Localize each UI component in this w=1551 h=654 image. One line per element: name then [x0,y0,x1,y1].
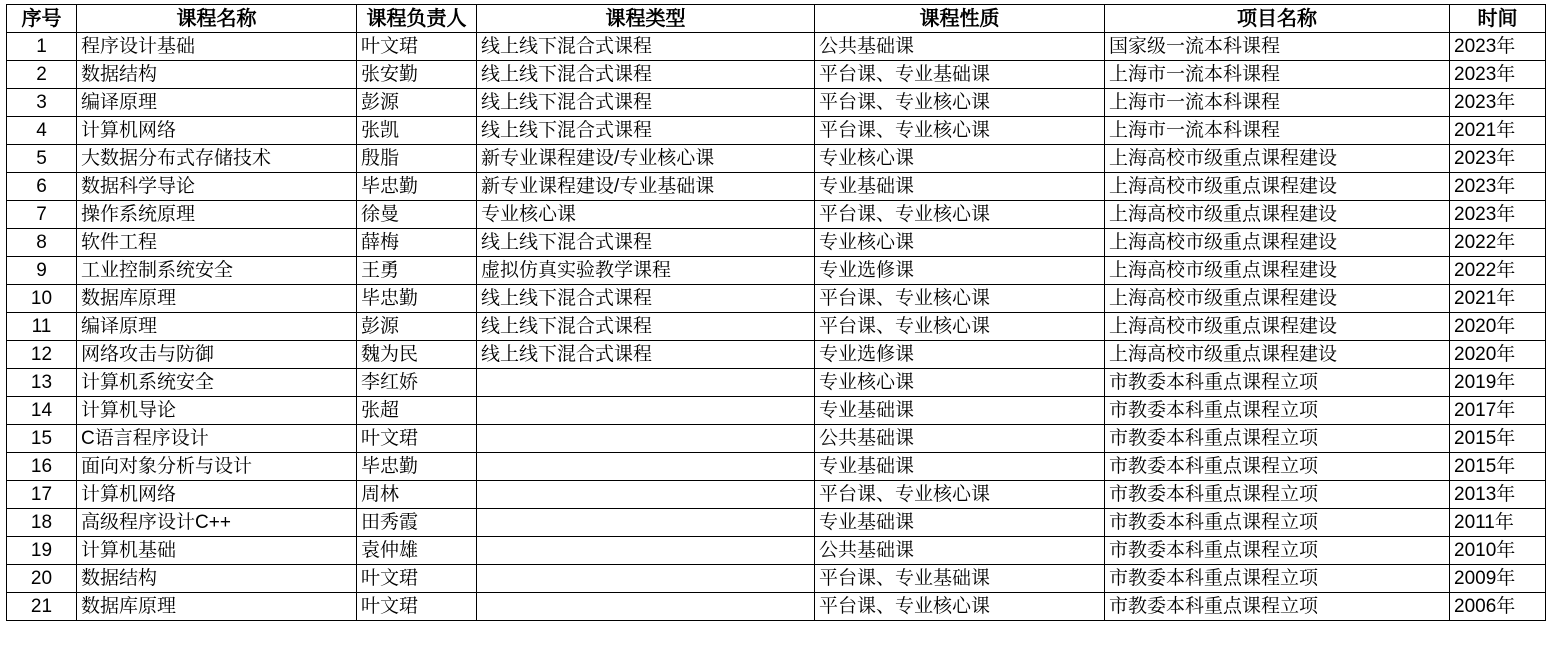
cell-index: 13 [7,369,77,397]
cell-index: 21 [7,593,77,621]
cell-course-type [477,425,815,453]
cell-course-nature: 专业基础课 [815,453,1105,481]
cell-course-type [477,481,815,509]
cell-course-type [477,397,815,425]
cell-course-name: 数据库原理 [77,593,357,621]
cell-course-nature: 公共基础课 [815,537,1105,565]
cell-course-leader: 叶文珺 [357,425,477,453]
cell-index: 1 [7,33,77,61]
cell-course-name: C语言程序设计 [77,425,357,453]
cell-course-name: 网络攻击与防御 [77,341,357,369]
cell-course-nature: 专业核心课 [815,145,1105,173]
cell-course-type [477,453,815,481]
table-row [7,229,1546,257]
cell-time: 2023年 [1450,145,1546,173]
table-row [7,593,1546,621]
cell-time: 2010年 [1450,537,1546,565]
cell-course-nature: 平台课、专业核心课 [815,117,1105,145]
cell-time: 2017年 [1450,397,1546,425]
cell-course-name: 面向对象分析与设计 [77,453,357,481]
cell-course-leader: 毕忠勤 [357,285,477,313]
cell-index: 5 [7,145,77,173]
table-row [7,397,1546,425]
cell-course-leader: 叶文珺 [357,565,477,593]
cell-course-leader: 彭源 [357,89,477,117]
cell-course-name: 大数据分布式存储技术 [77,145,357,173]
cell-time: 2013年 [1450,481,1546,509]
cell-time: 2009年 [1450,565,1546,593]
cell-project-name: 上海高校市级重点课程建设 [1105,341,1450,369]
cell-time: 2022年 [1450,257,1546,285]
cell-course-type [477,509,815,537]
table-row [7,145,1546,173]
cell-course-leader: 毕忠勤 [357,453,477,481]
table-row [7,565,1546,593]
table-row [7,369,1546,397]
cell-course-name: 工业控制系统安全 [77,257,357,285]
cell-course-nature: 平台课、专业基础课 [815,565,1105,593]
cell-index: 18 [7,509,77,537]
table-body [7,33,1546,621]
cell-course-leader: 李红娇 [357,369,477,397]
cell-course-name: 软件工程 [77,229,357,257]
cell-index: 15 [7,425,77,453]
table-row [7,453,1546,481]
cell-course-name: 编译原理 [77,89,357,117]
cell-course-name: 数据结构 [77,61,357,89]
cell-time: 2011年 [1450,509,1546,537]
cell-course-nature: 平台课、专业核心课 [815,201,1105,229]
column-header-course-name: 课程名称 [77,5,357,33]
cell-project-name: 市教委本科重点课程立项 [1105,509,1450,537]
cell-course-leader: 张凯 [357,117,477,145]
cell-project-name: 市教委本科重点课程立项 [1105,369,1450,397]
cell-course-type [477,593,815,621]
cell-time: 2022年 [1450,229,1546,257]
table-row [7,537,1546,565]
cell-time: 2015年 [1450,425,1546,453]
cell-index: 17 [7,481,77,509]
cell-course-nature: 专业核心课 [815,369,1105,397]
cell-course-nature: 专业基础课 [815,397,1105,425]
cell-time: 2023年 [1450,173,1546,201]
cell-index: 19 [7,537,77,565]
cell-project-name: 市教委本科重点课程立项 [1105,481,1450,509]
table-row [7,173,1546,201]
cell-index: 7 [7,201,77,229]
cell-project-name: 上海市一流本科课程 [1105,61,1450,89]
cell-course-leader: 袁仲雄 [357,537,477,565]
cell-index: 9 [7,257,77,285]
cell-time: 2015年 [1450,453,1546,481]
cell-course-name: 数据库原理 [77,285,357,313]
cell-course-leader: 张超 [357,397,477,425]
cell-course-name: 计算机基础 [77,537,357,565]
cell-course-leader: 叶文珺 [357,33,477,61]
cell-course-nature: 专业基础课 [815,173,1105,201]
cell-time: 2021年 [1450,285,1546,313]
cell-project-name: 市教委本科重点课程立项 [1105,565,1450,593]
cell-course-type: 线上线下混合式课程 [477,117,815,145]
cell-project-name: 上海高校市级重点课程建设 [1105,285,1450,313]
cell-course-leader: 彭源 [357,313,477,341]
table-row [7,481,1546,509]
cell-course-type [477,537,815,565]
cell-project-name: 市教委本科重点课程立项 [1105,537,1450,565]
cell-index: 4 [7,117,77,145]
cell-index: 8 [7,229,77,257]
cell-course-nature: 平台课、专业核心课 [815,593,1105,621]
table-row [7,257,1546,285]
cell-course-leader: 徐曼 [357,201,477,229]
cell-course-leader: 薛梅 [357,229,477,257]
cell-course-nature: 平台课、专业核心课 [815,313,1105,341]
cell-course-name: 数据科学导论 [77,173,357,201]
cell-course-type: 线上线下混合式课程 [477,313,815,341]
cell-index: 2 [7,61,77,89]
column-header-course-leader: 课程负责人 [357,5,477,33]
cell-course-name: 操作系统原理 [77,201,357,229]
table-row [7,509,1546,537]
cell-course-name: 高级程序设计C++ [77,509,357,537]
cell-course-type: 线上线下混合式课程 [477,285,815,313]
table-row [7,117,1546,145]
cell-course-name: 数据结构 [77,565,357,593]
cell-project-name: 上海高校市级重点课程建设 [1105,201,1450,229]
cell-time: 2023年 [1450,201,1546,229]
cell-project-name: 上海市一流本科课程 [1105,117,1450,145]
cell-project-name: 国家级一流本科课程 [1105,33,1450,61]
cell-course-name: 计算机系统安全 [77,369,357,397]
table-row [7,201,1546,229]
cell-index: 6 [7,173,77,201]
cell-course-type: 线上线下混合式课程 [477,341,815,369]
cell-course-nature: 公共基础课 [815,33,1105,61]
cell-course-leader: 田秀霞 [357,509,477,537]
table-header [7,5,1546,33]
cell-course-name: 程序设计基础 [77,33,357,61]
cell-index: 11 [7,313,77,341]
cell-project-name: 上海高校市级重点课程建设 [1105,173,1450,201]
cell-index: 3 [7,89,77,117]
cell-time: 2023年 [1450,61,1546,89]
cell-time: 2019年 [1450,369,1546,397]
cell-course-name: 计算机导论 [77,397,357,425]
cell-project-name: 上海高校市级重点课程建设 [1105,257,1450,285]
cell-time: 2023年 [1450,33,1546,61]
cell-course-nature: 平台课、专业核心课 [815,89,1105,117]
column-header-time: 时间 [1450,5,1546,33]
cell-course-nature: 平台课、专业核心课 [815,285,1105,313]
cell-time: 2020年 [1450,313,1546,341]
cell-index: 10 [7,285,77,313]
cell-course-nature: 专业核心课 [815,229,1105,257]
cell-index: 20 [7,565,77,593]
column-header-course-type: 课程类型 [477,5,815,33]
cell-index: 16 [7,453,77,481]
cell-project-name: 上海高校市级重点课程建设 [1105,145,1450,173]
column-header-course-nature: 课程性质 [815,5,1105,33]
table-row [7,61,1546,89]
cell-course-nature: 平台课、专业基础课 [815,61,1105,89]
cell-project-name: 上海高校市级重点课程建设 [1105,229,1450,257]
cell-course-nature: 平台课、专业核心课 [815,481,1105,509]
cell-course-type: 线上线下混合式课程 [477,229,815,257]
cell-course-nature: 专业选修课 [815,341,1105,369]
cell-project-name: 市教委本科重点课程立项 [1105,593,1450,621]
cell-course-leader: 张安勤 [357,61,477,89]
table-row [7,285,1546,313]
cell-course-nature: 公共基础课 [815,425,1105,453]
cell-course-type [477,565,815,593]
cell-index: 12 [7,341,77,369]
cell-course-nature: 专业选修课 [815,257,1105,285]
cell-project-name: 市教委本科重点课程立项 [1105,397,1450,425]
cell-course-name: 计算机网络 [77,481,357,509]
cell-course-name: 编译原理 [77,313,357,341]
cell-course-leader: 殷脂 [357,145,477,173]
cell-course-type: 线上线下混合式课程 [477,61,815,89]
cell-time: 2021年 [1450,117,1546,145]
cell-course-leader: 毕忠勤 [357,173,477,201]
cell-course-type: 新专业课程建设/专业基础课 [477,173,815,201]
cell-course-type: 线上线下混合式课程 [477,89,815,117]
cell-course-leader: 王勇 [357,257,477,285]
cell-project-name: 上海市一流本科课程 [1105,89,1450,117]
cell-time: 2006年 [1450,593,1546,621]
cell-time: 2020年 [1450,341,1546,369]
cell-course-type [477,369,815,397]
cell-course-type: 专业核心课 [477,201,815,229]
cell-course-name: 计算机网络 [77,117,357,145]
table-row [7,425,1546,453]
cell-course-leader: 叶文珺 [357,593,477,621]
cell-course-leader: 周林 [357,481,477,509]
cell-course-nature: 专业基础课 [815,509,1105,537]
table-header-row [7,5,1546,33]
table-row [7,89,1546,117]
column-header-project-name: 项目名称 [1105,5,1450,33]
cell-course-leader: 魏为民 [357,341,477,369]
cell-course-type: 新专业课程建设/专业核心课 [477,145,815,173]
table-row [7,313,1546,341]
cell-time: 2023年 [1450,89,1546,117]
cell-project-name: 市教委本科重点课程立项 [1105,453,1450,481]
cell-project-name: 上海高校市级重点课程建设 [1105,313,1450,341]
cell-course-type: 线上线下混合式课程 [477,33,815,61]
table-row [7,33,1546,61]
column-header-index: 序号 [7,5,77,33]
course-table [6,4,1546,621]
cell-index: 14 [7,397,77,425]
table-row [7,341,1546,369]
cell-project-name: 市教委本科重点课程立项 [1105,425,1450,453]
cell-course-type: 虚拟仿真实验教学课程 [477,257,815,285]
